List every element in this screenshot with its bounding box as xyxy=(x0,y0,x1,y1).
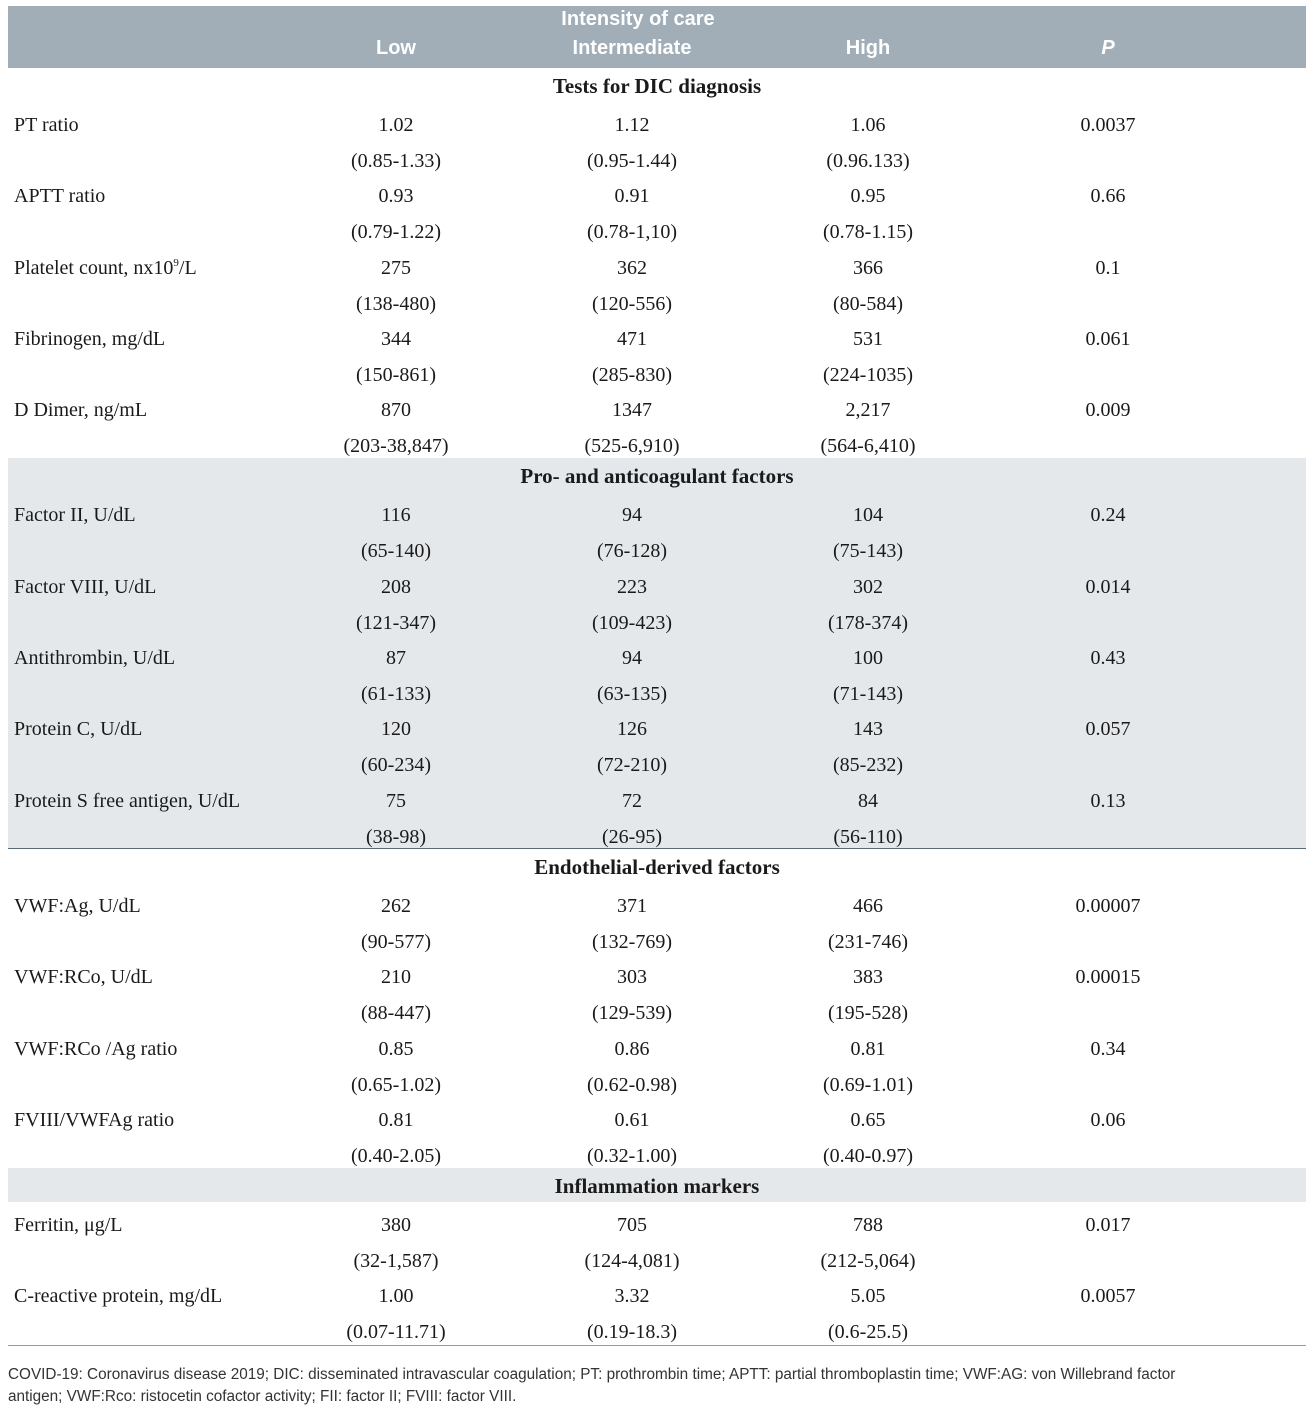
table-row xyxy=(8,778,1306,849)
cell-range: (109-423) xyxy=(592,611,672,634)
cell-value: 1.12 xyxy=(614,114,650,136)
cell-value: 0.93 xyxy=(378,185,414,208)
cell-range: (65-140) xyxy=(361,540,431,563)
cell-value: 72 xyxy=(622,789,642,812)
p-value: 0.009 xyxy=(1085,399,1131,422)
row-label: VWF:Ag, U/dL xyxy=(14,894,141,917)
table-row xyxy=(8,492,1306,563)
column-header-low: Low xyxy=(376,37,416,59)
cell-value: 223 xyxy=(617,575,647,598)
row-label: Ferritin, μg/L xyxy=(14,1214,123,1237)
table-row xyxy=(8,954,1306,1025)
cell-value: 126 xyxy=(617,718,647,741)
p-value: 0.061 xyxy=(1085,327,1131,350)
table-row xyxy=(8,102,1306,173)
p-value: 0.66 xyxy=(1090,185,1126,208)
cell-range: (525-6,910) xyxy=(584,435,680,458)
cell-value: 0.81 xyxy=(378,1108,414,1131)
cell-range: (120-556) xyxy=(592,292,672,315)
p-value: 0.06 xyxy=(1090,1108,1126,1131)
column-header-intermediate: Intermediate xyxy=(572,37,692,59)
cell-value: 1.00 xyxy=(378,1285,414,1308)
cell-value: 84 xyxy=(858,789,878,812)
table-bottom-rule xyxy=(8,1345,1306,1346)
cell-value: 471 xyxy=(617,327,647,350)
intensity-of-care-label: Intensity of care xyxy=(561,8,715,30)
cell-range: (38-98) xyxy=(366,825,426,848)
row-label: APTT ratio xyxy=(14,185,106,208)
section-dic-tests xyxy=(8,68,1306,458)
cell-value: 104 xyxy=(853,504,883,527)
cell-range: (231-746) xyxy=(828,930,908,953)
row-label: VWF:RCo, U/dL xyxy=(14,966,153,989)
cell-value: 303 xyxy=(617,966,647,989)
table-row xyxy=(8,706,1306,777)
cell-value: 1.06 xyxy=(850,114,886,136)
cell-range: (203-38,847) xyxy=(343,435,449,458)
cell-range: (0.78-1.15) xyxy=(823,221,913,244)
table-row xyxy=(8,1273,1306,1344)
table-row xyxy=(8,316,1306,387)
section-title: Tests for DIC diagnosis xyxy=(552,74,762,98)
cell-value: 143 xyxy=(853,718,883,741)
footnote-line: antigen; VWF:Rco: ristocetin cofactor activity; FII: factor II; FVIII: factor VIII. xyxy=(8,1388,517,1405)
row-label: Factor II, U/dL xyxy=(14,504,136,527)
cell-value: 870 xyxy=(381,399,411,422)
p-value: 0.014 xyxy=(1085,575,1131,598)
table-row xyxy=(8,1026,1306,1097)
footnote-line: COVID-19: Coronavirus disease 2019; DIC: disseminated intravascular coagulation; PT: prothrombin time; APTT: partial thromboplastin time; VWF:AG: von Willebrand factor xyxy=(8,1366,1176,1383)
section-inflammation-markers xyxy=(8,1168,1306,1345)
section-title: Pro- and anticoagulant factors xyxy=(520,464,794,489)
p-value: 0.00015 xyxy=(1075,966,1141,989)
p-value: 0.017 xyxy=(1085,1214,1131,1237)
cell-value: 380 xyxy=(381,1214,411,1237)
cell-value: 0.95 xyxy=(850,185,886,208)
p-value: 0.00007 xyxy=(1075,894,1141,917)
cell-range: (0.95-1.44) xyxy=(587,150,677,172)
cell-value: 87 xyxy=(386,647,406,670)
cell-range: (63-135) xyxy=(597,683,667,706)
cell-range: (178-374) xyxy=(828,611,908,634)
p-value: 0.34 xyxy=(1090,1037,1126,1060)
cell-value: 0.81 xyxy=(850,1037,886,1060)
p-value: 0.43 xyxy=(1090,647,1126,670)
cell-range: (195-528) xyxy=(828,1002,908,1025)
cell-range: (0.32-1.00) xyxy=(587,1144,677,1167)
cell-value: 366 xyxy=(853,256,883,279)
cell-value: 3.32 xyxy=(614,1285,650,1308)
cell-range: (132-769) xyxy=(592,930,672,953)
cell-range: (138-480) xyxy=(356,292,436,315)
cell-range: (0.69-1.01) xyxy=(823,1073,913,1096)
cell-value: 371 xyxy=(617,894,647,917)
cell-range: (0.40-0.97) xyxy=(823,1144,913,1167)
cell-value: 1347 xyxy=(612,399,652,422)
cell-value: 466 xyxy=(853,894,883,917)
cell-value: 0.85 xyxy=(378,1037,414,1060)
table-row xyxy=(8,1097,1306,1168)
row-label: Fibrinogen, mg/dL xyxy=(14,327,166,350)
cell-range: (150-861) xyxy=(356,363,436,386)
cell-range: (124-4,081) xyxy=(584,1250,680,1273)
table-row xyxy=(8,883,1306,954)
cell-range: (564-6,410) xyxy=(820,435,916,458)
cell-range: (85-232) xyxy=(833,754,903,777)
cell-value: 705 xyxy=(617,1214,647,1237)
cell-value: 94 xyxy=(622,504,642,527)
cell-range: (26-95) xyxy=(602,825,662,848)
section-title: Endothelial-derived factors xyxy=(534,854,780,879)
cell-range: (0.62-0.98) xyxy=(587,1073,677,1096)
cell-range: (0.07-11.71) xyxy=(346,1321,446,1344)
cell-range: (0.85-1.33) xyxy=(351,150,441,172)
cell-value: 116 xyxy=(381,504,411,527)
data-table xyxy=(8,6,1306,1346)
table-row xyxy=(8,635,1306,706)
cell-value: 302 xyxy=(853,575,883,598)
cell-range: (72-210) xyxy=(597,754,667,777)
column-header-p: P xyxy=(1101,37,1115,59)
cell-range: (32-1,587) xyxy=(353,1250,439,1273)
cell-range: (0.78-1,10) xyxy=(587,221,677,244)
row-label: PT ratio xyxy=(14,114,79,136)
cell-range: (80-584) xyxy=(833,292,903,315)
cell-value: 2,217 xyxy=(845,399,891,422)
row-label: D Dimer, ng/mL xyxy=(14,399,148,422)
row-label: VWF:RCo /Ag ratio xyxy=(14,1037,178,1060)
row-label: Antithrombin, U/dL xyxy=(14,647,176,670)
cell-range: (129-539) xyxy=(592,1002,672,1025)
cell-range: (0.40-2.05) xyxy=(351,1144,441,1167)
row-label: Factor VIII, U/dL xyxy=(14,575,157,598)
cell-value: 0.65 xyxy=(850,1108,886,1131)
cell-range: (0.96.133) xyxy=(826,150,910,172)
row-label xyxy=(14,257,197,280)
cell-value: 5.05 xyxy=(850,1285,886,1308)
cell-value: 75 xyxy=(386,789,406,812)
table-row xyxy=(8,564,1306,635)
table-footnote xyxy=(8,1364,1308,1408)
cell-range: (0.79-1.22) xyxy=(351,221,441,244)
cell-range: (61-133) xyxy=(361,683,431,706)
row-label: FVIII/VWFAg ratio xyxy=(14,1108,175,1131)
section-endothelial-factors xyxy=(8,849,1306,1168)
cell-range: (0.65-1.02) xyxy=(351,1073,441,1096)
cell-value: 362 xyxy=(617,256,647,279)
section-coagulant-factors xyxy=(8,458,1306,848)
p-value: 0.13 xyxy=(1090,789,1126,812)
cell-value: 120 xyxy=(381,718,411,741)
cell-range: (90-577) xyxy=(361,930,431,953)
cell-range: (285-830) xyxy=(592,363,672,386)
p-value: 0.1 xyxy=(1095,256,1121,279)
cell-range: (75-143) xyxy=(833,540,903,563)
cell-value: 262 xyxy=(381,894,411,917)
cell-range: (71-143) xyxy=(833,683,903,706)
cell-value: 531 xyxy=(853,327,883,350)
cell-range: (121-347) xyxy=(356,611,436,634)
cell-range: (224-1035) xyxy=(823,363,913,386)
cell-value: 1.02 xyxy=(378,114,414,136)
cell-value: 0.86 xyxy=(614,1037,650,1060)
p-value: 0.057 xyxy=(1085,718,1131,741)
cell-value: 344 xyxy=(381,327,411,350)
cell-range: (212-5,064) xyxy=(820,1250,916,1273)
cell-value: 275 xyxy=(381,256,411,279)
p-value: 0.24 xyxy=(1090,504,1126,527)
table-header xyxy=(8,6,1306,68)
cell-range: (88-447) xyxy=(361,1002,431,1025)
cell-range: (0.19-18.3) xyxy=(587,1321,677,1344)
cell-value: 383 xyxy=(853,966,883,989)
cell-value: 0.91 xyxy=(614,185,650,208)
p-value: 0.0057 xyxy=(1080,1285,1136,1308)
row-label-superscript: 9 xyxy=(173,256,179,269)
section-title: Inflammation markers xyxy=(8,1168,1306,1202)
table-row xyxy=(8,245,1306,316)
cell-range: (76-128) xyxy=(597,540,667,563)
row-label: C-reactive protein, mg/dL xyxy=(14,1285,223,1308)
row-label-suffix: /L xyxy=(178,256,197,279)
cell-value: 100 xyxy=(853,647,883,670)
cell-range: (56-110) xyxy=(833,825,903,848)
cell-range: (60-234) xyxy=(361,754,431,777)
row-label-text: Platelet count, nx10 xyxy=(14,256,174,279)
cell-value: 788 xyxy=(853,1214,883,1237)
table-row xyxy=(8,1202,1306,1273)
table-row xyxy=(8,173,1306,244)
row-label: Protein C, U/dL xyxy=(14,718,143,741)
p-value: 0.0037 xyxy=(1080,114,1136,136)
cell-value: 210 xyxy=(381,966,411,989)
column-header-high: High xyxy=(845,37,891,59)
table-row xyxy=(8,387,1306,458)
cell-value: 94 xyxy=(622,647,642,670)
cell-range: (0.6-25.5) xyxy=(828,1321,908,1344)
row-label: Protein S free antigen, U/dL xyxy=(14,789,241,812)
cell-value: 208 xyxy=(381,575,411,598)
cell-value: 0.61 xyxy=(614,1108,650,1131)
